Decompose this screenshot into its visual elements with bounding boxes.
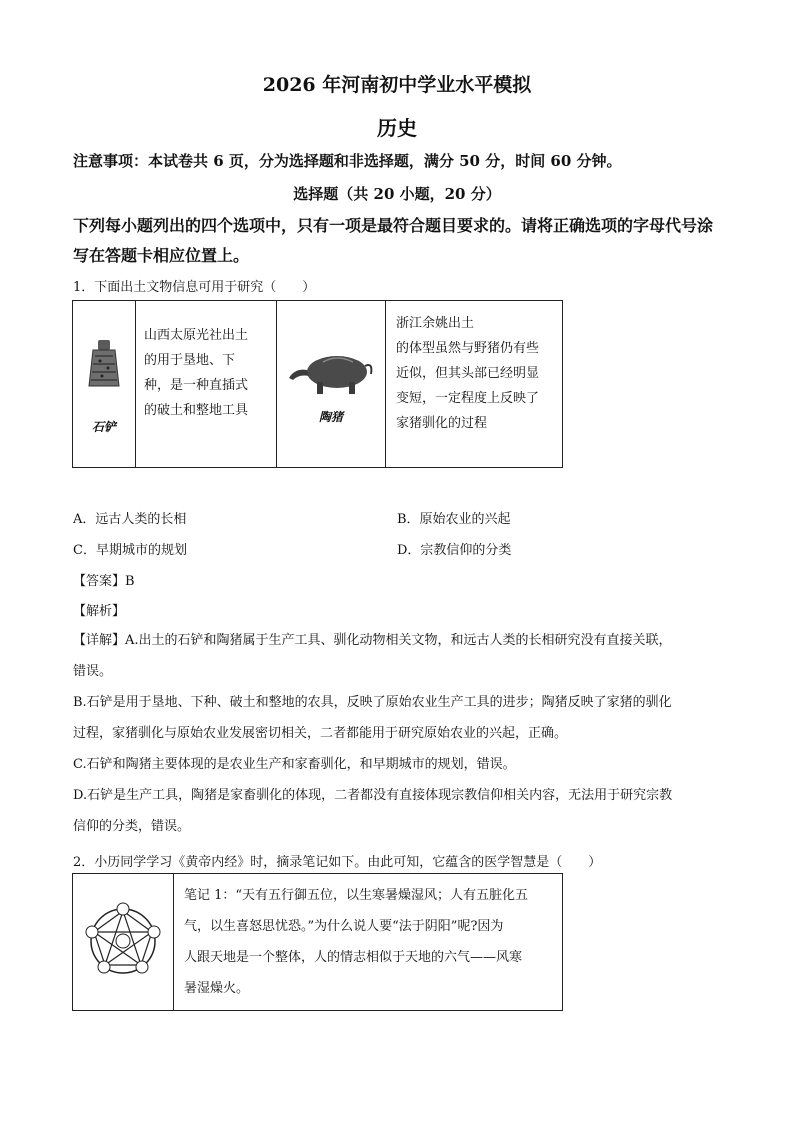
instruction-line-1: 下列每小题列出的四个选项中，只有一项是最符合题目要求的。请将正确选项的字母代号涂 <box>73 216 714 235</box>
shovel-text-line: 山西太原光社出土 <box>144 328 249 343</box>
pig-text-line: 家猪驯化的过程 <box>396 416 488 431</box>
note-line: 气，以生喜怒思忧恐。”为什么说人要“法于阴阳”呢?因为 <box>184 919 504 934</box>
question-2-table <box>72 873 563 1011</box>
pig-text-line: 变短，一定程度上反映了 <box>396 391 540 406</box>
pottery-pig-icon <box>277 344 385 404</box>
note-text-cell <box>174 874 563 1011</box>
question-1-table <box>72 300 563 468</box>
analysis-line: D.石铲是生产工具，陶猪是家畜驯化的体现，二者都没有直接体现宗教信仰相关内容，无法用于研究宗教 <box>73 788 673 803</box>
question-1-stem: 1．下面出土文物信息可用于研究（ ） <box>73 280 316 295</box>
shovel-text-line: 的用于垦地、下 <box>144 353 236 368</box>
pig-caption: 陶猪 <box>318 409 343 424</box>
shovel-text-line: 的破土和整地工具 <box>144 403 249 418</box>
option-d: D．宗教信仰的分类 <box>397 543 512 558</box>
section-title: 选择题（共 20 小题，20 分） <box>293 185 501 203</box>
notice-text: 注意事项：本试卷共 6 页，分为选择题和非选择题，满分 50 分，时间 60 分钟。 <box>73 152 622 170</box>
option-a: A．远古人类的长相 <box>73 512 187 527</box>
shovel-caption: 石铲 <box>91 419 116 434</box>
answer-label: 【答案】B <box>73 574 135 589</box>
analysis-line: 过程，家猪驯化与原始农业发展密切相关，二者都能用于研究原始农业的兴起，正确。 <box>73 726 568 741</box>
subject-title: 历史 <box>377 116 417 140</box>
analysis-line: C.石铲和陶猪主要体现的是农业生产和家畜驯化，和早期城市的规划，错误。 <box>73 757 516 772</box>
page-title: 2026 年河南初中学业水平模拟 <box>262 74 532 96</box>
note-line: 人跟天地是一个整体，人的情志相似于天地的六气——风寒 <box>184 950 523 965</box>
pig-image-cell <box>277 301 386 468</box>
shovel-text-cell <box>136 301 277 468</box>
analysis-line: 错误。 <box>73 664 113 679</box>
analysis-label: 【解析】 <box>73 604 126 619</box>
instruction-text <box>73 211 733 271</box>
analysis-line: 【详解】A.出土的石铲和陶猪属于生产工具、驯化动物相关文物，和远古人类的长相研究没有直接关联， <box>73 633 672 648</box>
pig-text-line: 的体型虽然与野猪仍有些 <box>396 341 540 356</box>
shovel-image-cell <box>73 301 136 468</box>
stone-shovel-icon <box>73 334 135 414</box>
option-c: C．早期城市的规划 <box>73 543 187 558</box>
pig-text-line: 浙江余姚出土 <box>396 316 475 331</box>
five-elements-diagram-icon <box>78 895 168 985</box>
instruction-line-2: 写在答题卡相应位置上。 <box>73 246 250 265</box>
pig-text-cell <box>386 301 563 468</box>
note-line: 暑湿燥火。 <box>184 981 250 996</box>
analysis-text <box>73 625 723 842</box>
option-b: B．原始农业的兴起 <box>397 512 511 527</box>
note-line: 笔记 1：“天有五行御五位，以生寒暑燥湿风；人有五脏化五 <box>184 888 529 903</box>
five-elements-image-cell <box>73 874 174 1011</box>
question-2-stem: 2．小历同学学习《黄帝内经》时，摘录笔记如下。由此可知，它蕴含的医学智慧是（ ） <box>73 855 602 870</box>
analysis-line: B.石铲是用于垦地、下种、破土和整地的农具，反映了原始农业生产工具的进步；陶猪反映了家猪的驯化 <box>73 695 672 710</box>
pig-text-line: 近似，但其头部已经明显 <box>396 366 540 381</box>
analysis-line: 信仰的分类，错误。 <box>73 819 191 834</box>
shovel-text-line: 种，是一种直插式 <box>144 378 249 393</box>
